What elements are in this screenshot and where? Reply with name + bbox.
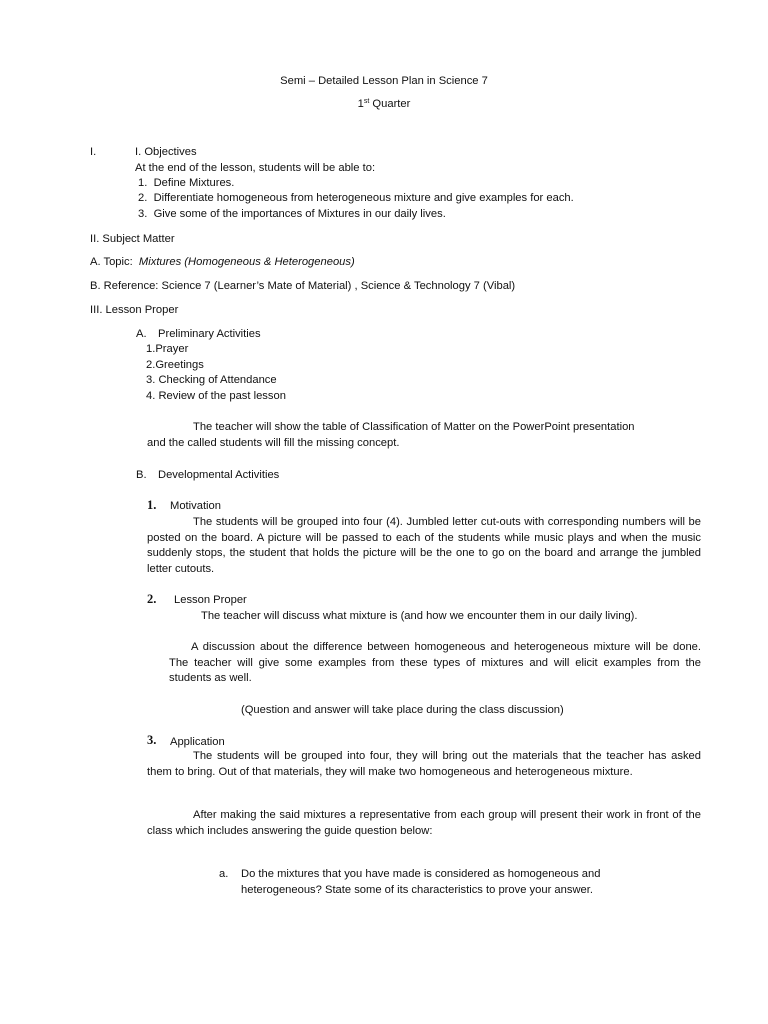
- question-letter: a.: [219, 868, 229, 880]
- lesson-proper-subheading: Lesson Proper: [174, 594, 247, 606]
- question-line: Do the mixtures that you have made is considered as homogeneous and: [241, 868, 601, 880]
- objective-item: 2. Differentiate homogeneous from heterogeneous mixture and give examples for each.: [138, 192, 574, 204]
- motivation-number: 1.: [147, 498, 157, 512]
- objectives-heading: I. Objectives: [135, 146, 197, 158]
- topic-line: A. Topic: Mixtures (Homogeneous & Heterogeneous): [90, 256, 355, 268]
- document-title: Semi – Detailed Lesson Plan in Science 7: [280, 75, 488, 87]
- preliminary-heading: Preliminary Activities: [158, 328, 261, 340]
- motivation-heading: Motivation: [170, 500, 221, 512]
- lesson-proper-note: (Question and answer will take place during the class discussion): [241, 704, 564, 716]
- quarter-label: 1st Quarter: [357, 98, 411, 110]
- lesson-proper-paragraph: The teacher will discuss what mixture is (and how we encounter them in our daily living).: [201, 610, 638, 622]
- preliminary-item: 1.Prayer: [146, 343, 189, 355]
- application-number: 3.: [147, 733, 157, 747]
- lesson-proper-number: 2.: [147, 592, 157, 606]
- preliminary-item: 4. Review of the past lesson: [146, 390, 286, 402]
- objectives-intro: At the end of the lesson, students will be able to:: [135, 162, 376, 174]
- subject-matter-heading: II. Subject Matter: [90, 233, 175, 245]
- objective-item: 1. Define Mixtures.: [138, 177, 235, 189]
- topic-value: Mixtures (Homogeneous & Heterogeneous): [138, 256, 355, 268]
- question-line: heterogeneous? State some of its characteristics to prove your answer.: [241, 884, 593, 896]
- lesson-proper-heading: III. Lesson Proper: [90, 304, 179, 316]
- preliminary-item: 3. Checking of Attendance: [146, 374, 277, 386]
- developmental-heading: Developmental Activities: [158, 469, 280, 481]
- developmental-letter: B.: [136, 469, 147, 481]
- reference-line: B. Reference: Science 7 (Learner’s Mate of Material) , Science & Technology 7 (Vibal): [90, 280, 516, 292]
- preliminary-paragraph-line: and the called students will fill the missing concept.: [147, 437, 400, 449]
- application-presentation-paragraph: After making the said mixtures a representative from each group will present their work in front of the class which includes answering the guide question below:: [147, 809, 701, 837]
- motivation-paragraph: The students will be grouped into four (4). Jumbled letter cut-outs with corresponding numbers will be posted on the board. A picture will be passed to each of the students while music plays and when the music suddenly stops, the student that holds the picture will be the one to go on the board and arrange the jumbled letter cutouts.: [147, 516, 701, 575]
- application-paragraph: The students will be grouped into four, they will bring out the materials that the teacher has asked them to bring. Out of that materials, they will make two homogeneous and heterogeneous mixture.: [147, 750, 701, 778]
- application-heading: Application: [170, 736, 225, 748]
- section-roman-numeral: I.: [90, 146, 97, 158]
- objective-item: 3. Give some of the importances of Mixtures in our daily lives.: [138, 208, 446, 220]
- preliminary-letter: A.: [136, 328, 147, 340]
- preliminary-item: 2.Greetings: [146, 359, 204, 371]
- lesson-proper-discussion: A discussion about the difference between homogeneous and heterogeneous mixture will be done. The teacher will give some examples from these types of mixtures and will elicit examples from the students as well.: [169, 641, 701, 685]
- preliminary-paragraph-line: The teacher will show the table of Classification of Matter on the PowerPoint presentation: [193, 421, 635, 433]
